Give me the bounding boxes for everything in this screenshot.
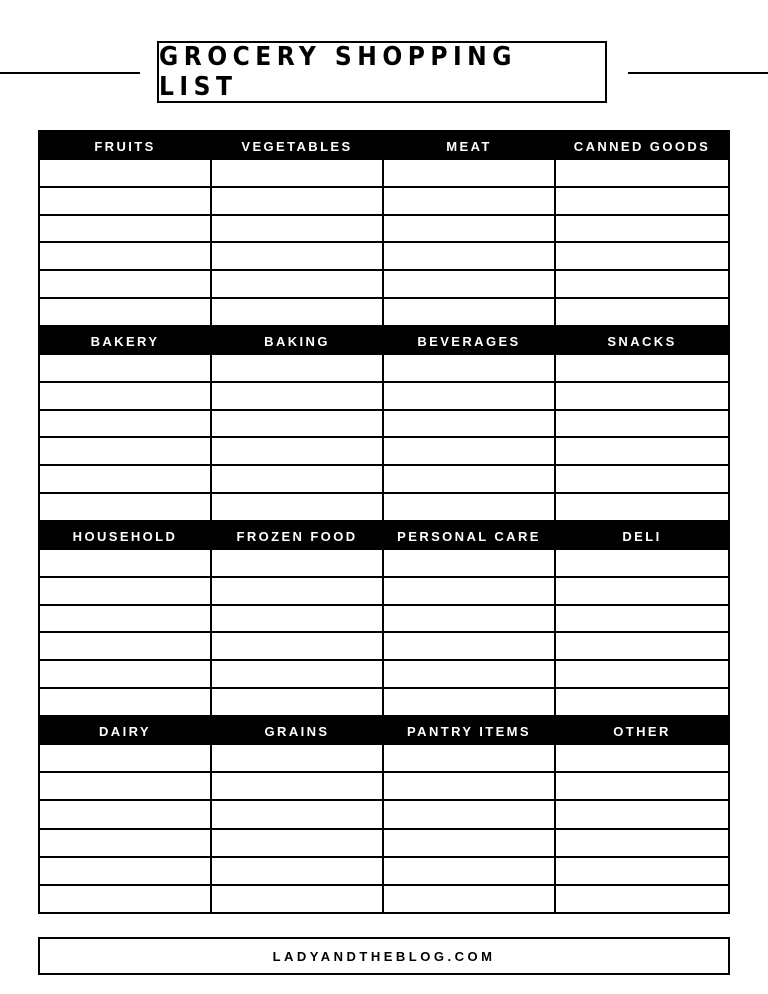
list-line[interactable] (40, 773, 210, 801)
list-line[interactable] (212, 606, 382, 634)
list-line[interactable] (384, 858, 554, 886)
list-line[interactable] (40, 606, 210, 634)
list-line[interactable] (212, 466, 382, 494)
list-line[interactable] (556, 745, 728, 773)
list-line[interactable] (556, 661, 728, 689)
list-line[interactable] (556, 858, 728, 886)
category-vegetables (212, 132, 384, 327)
list-line[interactable] (384, 830, 554, 858)
list-line[interactable] (556, 355, 728, 383)
category-meat (384, 132, 556, 327)
list-line[interactable] (556, 773, 728, 801)
list-line[interactable] (212, 383, 382, 411)
list-line[interactable] (40, 216, 210, 244)
list-line[interactable] (556, 801, 728, 829)
list-line[interactable] (384, 466, 554, 494)
category-header: DELI (556, 522, 728, 550)
list-line[interactable] (40, 661, 210, 689)
category-pantry-items (384, 717, 556, 912)
list-line[interactable] (40, 858, 210, 886)
category-grains (212, 717, 384, 912)
list-line[interactable] (556, 271, 728, 299)
list-line[interactable] (212, 661, 382, 689)
category-header: BEVERAGES (384, 327, 554, 355)
category-header: CANNED GOODS (556, 132, 728, 160)
list-line[interactable] (556, 188, 728, 216)
list-line[interactable] (212, 188, 382, 216)
category-header: SNACKS (556, 327, 728, 355)
category-header: OTHER (556, 717, 728, 745)
list-line[interactable] (40, 243, 210, 271)
list-line[interactable] (212, 689, 382, 717)
list-line[interactable] (212, 773, 382, 801)
list-line[interactable] (384, 188, 554, 216)
list-line[interactable] (40, 830, 210, 858)
title-rule-right (628, 72, 768, 74)
list-line[interactable] (212, 830, 382, 858)
list-line[interactable] (40, 383, 210, 411)
list-line[interactable] (40, 801, 210, 829)
list-line[interactable] (212, 243, 382, 271)
category-header: PANTRY ITEMS (384, 717, 554, 745)
category-canned-goods (556, 132, 728, 327)
category-header: HOUSEHOLD (40, 522, 210, 550)
list-line[interactable] (556, 216, 728, 244)
list-line[interactable] (40, 438, 210, 466)
list-line[interactable] (384, 550, 554, 578)
list-line[interactable] (384, 355, 554, 383)
list-line[interactable] (556, 578, 728, 606)
list-line[interactable] (556, 689, 728, 717)
list-line[interactable] (212, 160, 382, 188)
list-line[interactable] (212, 633, 382, 661)
category-frozen-food (212, 522, 384, 717)
list-line[interactable] (384, 216, 554, 244)
category-header: FROZEN FOOD (212, 522, 382, 550)
page-title: GROCERY SHOPPING LIST (159, 42, 517, 102)
list-line[interactable] (40, 466, 210, 494)
list-line[interactable] (384, 689, 554, 717)
list-line[interactable] (212, 550, 382, 578)
list-line[interactable] (556, 633, 728, 661)
list-line[interactable] (556, 243, 728, 271)
title-box (157, 41, 607, 103)
list-line[interactable] (384, 661, 554, 689)
category-header: GRAINS (212, 717, 382, 745)
category-deli (556, 522, 728, 717)
category-fruits (40, 132, 212, 327)
category-snacks (556, 327, 728, 522)
category-grid (38, 130, 730, 914)
list-line[interactable] (212, 494, 382, 522)
list-line[interactable] (40, 886, 210, 912)
list-line[interactable] (40, 745, 210, 773)
list-line[interactable] (384, 578, 554, 606)
list-line[interactable] (40, 355, 210, 383)
footer-website (38, 937, 730, 975)
category-header: MEAT (384, 132, 554, 160)
category-baking (212, 327, 384, 522)
list-line[interactable] (212, 355, 382, 383)
list-line[interactable] (556, 160, 728, 188)
list-line[interactable] (556, 383, 728, 411)
list-line[interactable] (384, 633, 554, 661)
category-bakery (40, 327, 212, 522)
list-line[interactable] (40, 689, 210, 717)
list-line[interactable] (40, 299, 210, 327)
list-line[interactable] (556, 830, 728, 858)
list-line[interactable] (384, 299, 554, 327)
list-line[interactable] (40, 633, 210, 661)
list-line[interactable] (40, 411, 210, 439)
list-line[interactable] (212, 216, 382, 244)
category-header: BAKING (212, 327, 382, 355)
list-line[interactable] (212, 745, 382, 773)
category-beverages (384, 327, 556, 522)
list-line[interactable] (40, 550, 210, 578)
category-header: VEGETABLES (212, 132, 382, 160)
list-line[interactable] (212, 271, 382, 299)
list-line[interactable] (556, 606, 728, 634)
list-line[interactable] (384, 383, 554, 411)
list-line[interactable] (556, 466, 728, 494)
list-line[interactable] (384, 271, 554, 299)
list-line[interactable] (556, 494, 728, 522)
category-personal-care (384, 522, 556, 717)
category-household (40, 522, 212, 717)
list-line[interactable] (384, 438, 554, 466)
category-header: BAKERY (40, 327, 210, 355)
title-rule-left (0, 72, 140, 74)
list-line[interactable] (212, 411, 382, 439)
list-line[interactable] (556, 886, 728, 912)
category-header: FRUITS (40, 132, 210, 160)
list-line[interactable] (384, 773, 554, 801)
list-line[interactable] (40, 578, 210, 606)
list-line[interactable] (40, 494, 210, 522)
list-line[interactable] (384, 243, 554, 271)
list-line[interactable] (556, 299, 728, 327)
list-line[interactable] (556, 411, 728, 439)
list-line[interactable] (384, 606, 554, 634)
list-line[interactable] (212, 886, 382, 912)
category-header: DAIRY (40, 717, 210, 745)
list-line[interactable] (384, 411, 554, 439)
category-header: PERSONAL CARE (384, 522, 554, 550)
category-dairy (40, 717, 212, 912)
list-line[interactable] (384, 494, 554, 522)
list-line[interactable] (212, 299, 382, 327)
list-line[interactable] (212, 801, 382, 829)
list-line[interactable] (384, 886, 554, 912)
list-line[interactable] (384, 801, 554, 829)
list-line[interactable] (556, 550, 728, 578)
list-line[interactable] (556, 438, 728, 466)
list-line[interactable] (40, 160, 210, 188)
category-other (556, 717, 728, 912)
list-line[interactable] (40, 188, 210, 216)
list-line[interactable] (384, 160, 554, 188)
list-line[interactable] (212, 578, 382, 606)
list-line[interactable] (212, 438, 382, 466)
list-line[interactable] (40, 271, 210, 299)
list-line[interactable] (212, 858, 382, 886)
footer-text: LADYANDTHEBLOG.COM (272, 948, 496, 964)
list-line[interactable] (384, 745, 554, 773)
